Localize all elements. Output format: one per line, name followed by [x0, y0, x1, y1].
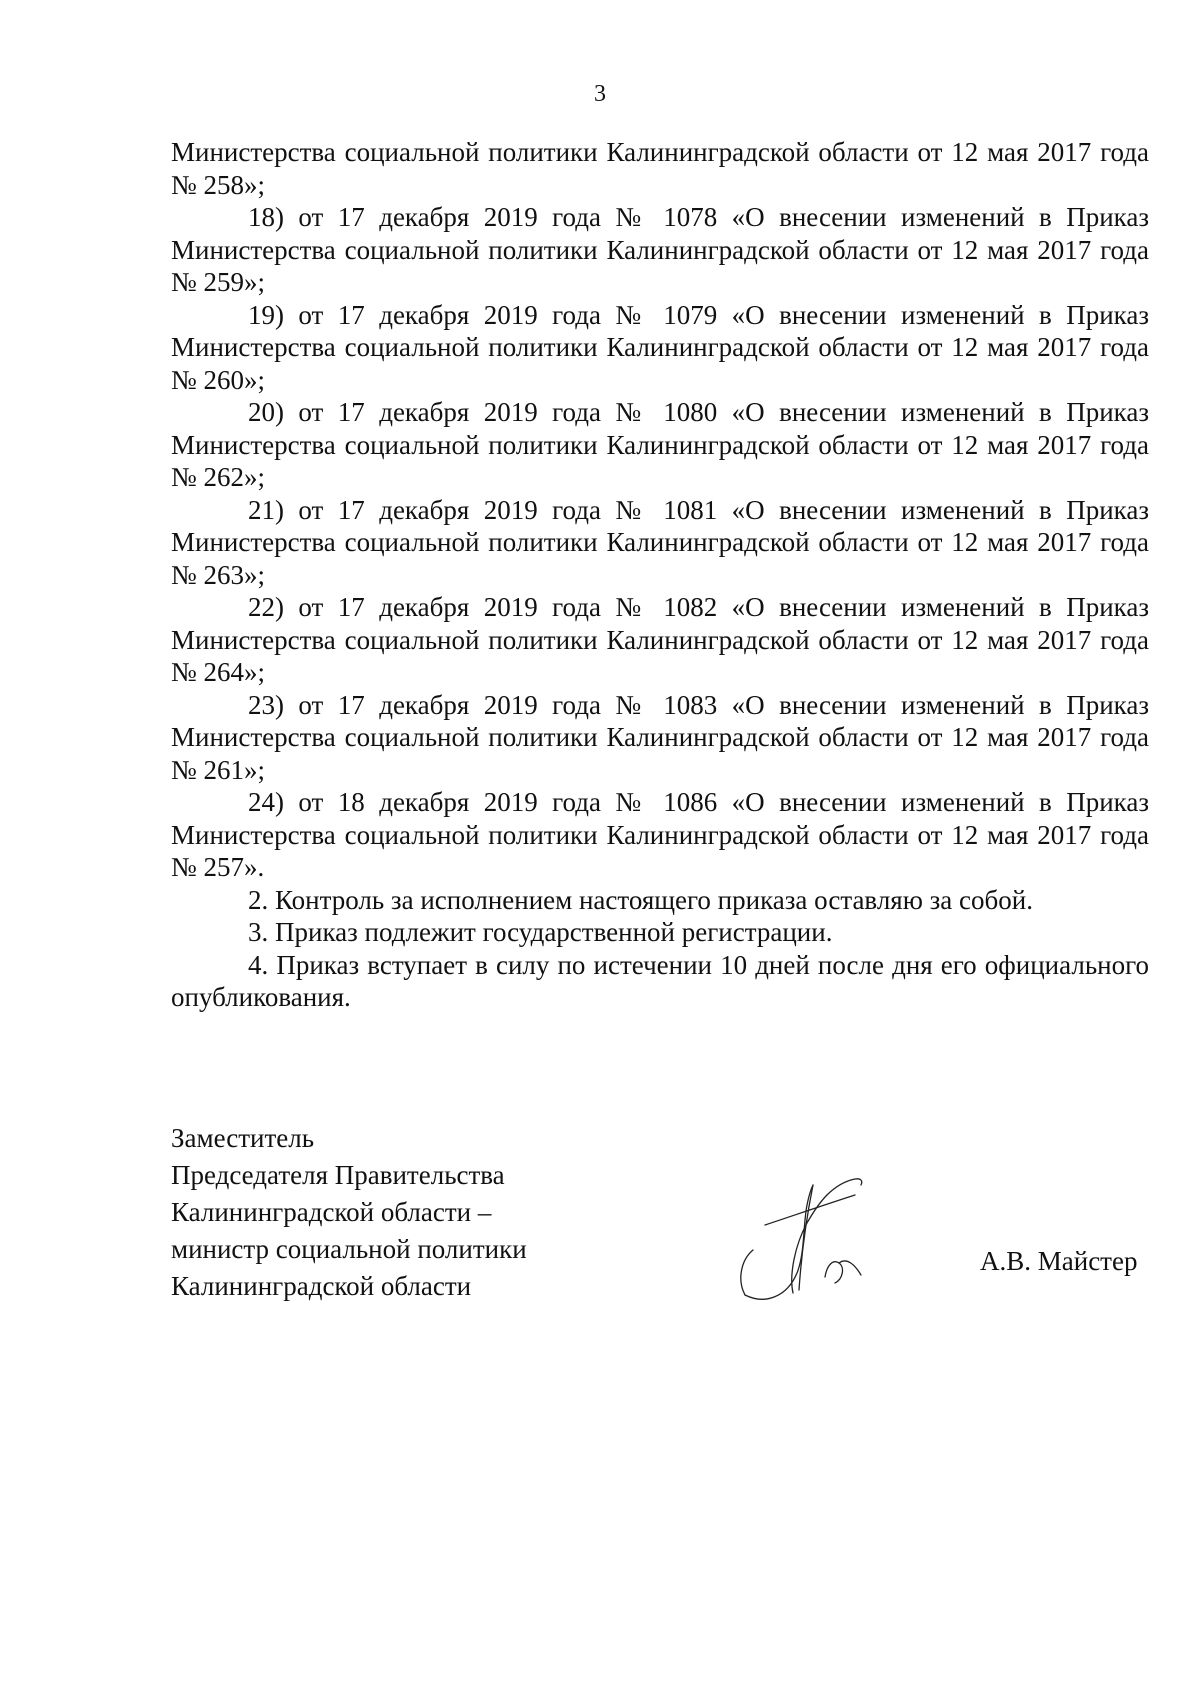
signatory-title: [171, 1120, 731, 1305]
list-item: 21) от 17 декабря 2019 года № 1081 «О внесении изменений в Приказ Министерства социальной политики Калининградской области от 12 мая 2017 года № 263»;: [171, 494, 1149, 590]
page-number: 3: [594, 81, 606, 107]
list-item: 24) от 18 декабря 2019 года № 1086 «О внесении изменений в Приказ Министерства социальной политики Калининградской области от 12 мая 2017 года № 257».: [171, 787, 1149, 882]
signatory-title-line: Председателя Правительства: [171, 1160, 505, 1190]
clause-effective-date: 4. Приказ вступает в силу по истечении 10 дней после дня его официального опубликования.: [171, 949, 1149, 1012]
handwritten-signature: [735, 1165, 915, 1305]
signer-name: А.В. Майстер: [980, 1246, 1138, 1276]
list-item: 19) от 17 декабря 2019 года № 1079 «О внесении изменений в Приказ Министерства социальной политики Калининградской области от 12 мая 2017 года № 260»;: [171, 299, 1149, 395]
list-item: 23) от 17 декабря 2019 года № 1083 «О внесении изменений в Приказ Министерства социальной политики Калининградской области от 12 мая 2017 года № 261»;: [171, 689, 1149, 785]
order-body: [171, 136, 1149, 1014]
list-item-continuation: Министерства социальной политики Калининградской области от 12 мая 2017 года № 258»;: [171, 137, 1149, 200]
signatory-title-line: Калининградской области –: [171, 1197, 492, 1227]
clause-registration: 3. Приказ подлежит государственной регистрации.: [248, 917, 833, 947]
list-item: 22) от 17 декабря 2019 года № 1082 «О внесении изменений в Приказ Министерства социальной политики Калининградской области от 12 мая 2017 года № 264»;: [171, 592, 1149, 687]
signatory-title-line: министр социальной политики: [171, 1234, 527, 1264]
list-item: 18) от 17 декабря 2019 года № 1078 «О внесении изменений в Приказ Министерства социальной политики Калининградской области от 12 мая 2017 года № 259»;: [171, 202, 1149, 297]
clause-control: 2. Контроль за исполнением настоящего приказа оставляю за собой.: [248, 884, 1033, 915]
signatory-title-line: Калининградской области: [171, 1271, 472, 1301]
list-item: 20) от 17 декабря 2019 года № 1080 «О внесении изменений в Приказ Министерства социальной политики Калининградской области от 12 мая 2017 года № 262»;: [171, 397, 1149, 492]
signatory-title-line: Заместитель: [171, 1123, 315, 1153]
